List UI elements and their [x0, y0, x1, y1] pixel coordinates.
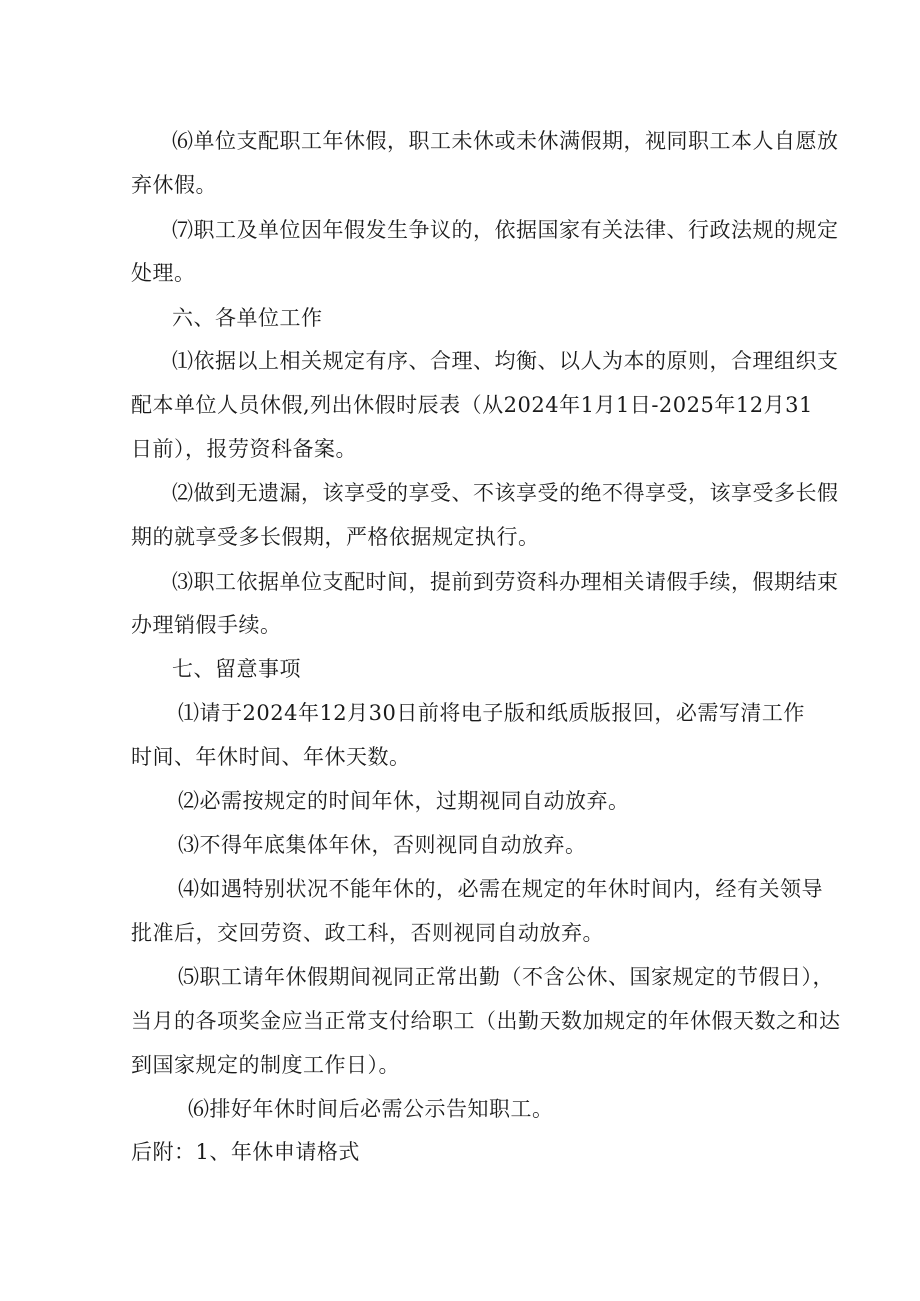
paragraph-7-line-1: ⑺职工及单位因年假发生争议的，依据国家有关法律、行政法规的规定 — [172, 218, 839, 242]
section-6-item-2-line-2: 期的就享受多长假期，严格依据规定执行。 — [131, 525, 540, 549]
paragraph-6-line-2: 弃休假。 — [131, 173, 217, 197]
section-7-item-6: ⑹排好年休时间后必需公示告知职工。 — [188, 1097, 554, 1121]
section-6-item-1-line-2: 配本单位人员休假,列出休假时辰表（从2024年1月1日-2025年12月31 — [131, 393, 813, 417]
section-6-item-1-line-3: 日前），报劳资科备案。 — [131, 437, 357, 461]
section-7-item-5-line-1: ⑸职工请年休假期间视同正常出勤（不含公休、国家规定的节假日）， — [178, 965, 834, 989]
section-7-item-3: ⑶不得年底集体年休，否则视同自动放弃。 — [178, 833, 587, 857]
paragraph-7-line-2: 处理。 — [131, 261, 196, 285]
section-6-item-1-line-1: ⑴依据以上相关规定有序、合理、均衡、以人为本的原则，合理组织支 — [172, 349, 839, 373]
section-6-heading: 六、各单位工作 — [172, 306, 323, 330]
section-7-item-5-line-2: 当月的各项奖金应当正常支付给职工（出勤天数加规定的年休假天数之和达 — [131, 1009, 841, 1033]
section-7-heading: 七、留意事项 — [172, 657, 301, 681]
section-6-item-2-line-1: ⑵做到无遗漏，该享受的享受、不该享受的绝不得享受，该享受多长假 — [172, 481, 839, 505]
section-7-item-5-line-3: 到国家规定的制度工作日）。 — [131, 1053, 400, 1077]
section-6-item-3-line-2: 办理销假手续。 — [131, 613, 282, 637]
section-7-item-1-line-1: ⑴请于2024年12月30日前将电子版和纸质版报回，必需写清工作 — [178, 701, 805, 725]
section-7-item-4-line-2: 批准后，交回劳资、政工科，否则视同自动放弃。 — [131, 921, 604, 945]
section-7-item-2: ⑵必需按规定的时间年休，过期视同自动放弃。 — [178, 789, 630, 813]
section-7-item-1-line-2: 时间、年休时间、年休天数。 — [131, 745, 411, 769]
appendix-note: 后附：1、年休申请格式 — [131, 1140, 360, 1164]
section-7-item-4-line-1: ⑷如遇特别状况不能年休的，必需在规定的年休时间内，经有关领导 — [178, 877, 823, 901]
section-6-item-3-line-1: ⑶职工依据单位支配时间，提前到劳资科办理相关请假手续，假期结束 — [172, 570, 839, 594]
paragraph-6-line-1: ⑹单位支配职工年休假，职工未休或未休满假期，视同职工本人自愿放 — [172, 129, 839, 153]
